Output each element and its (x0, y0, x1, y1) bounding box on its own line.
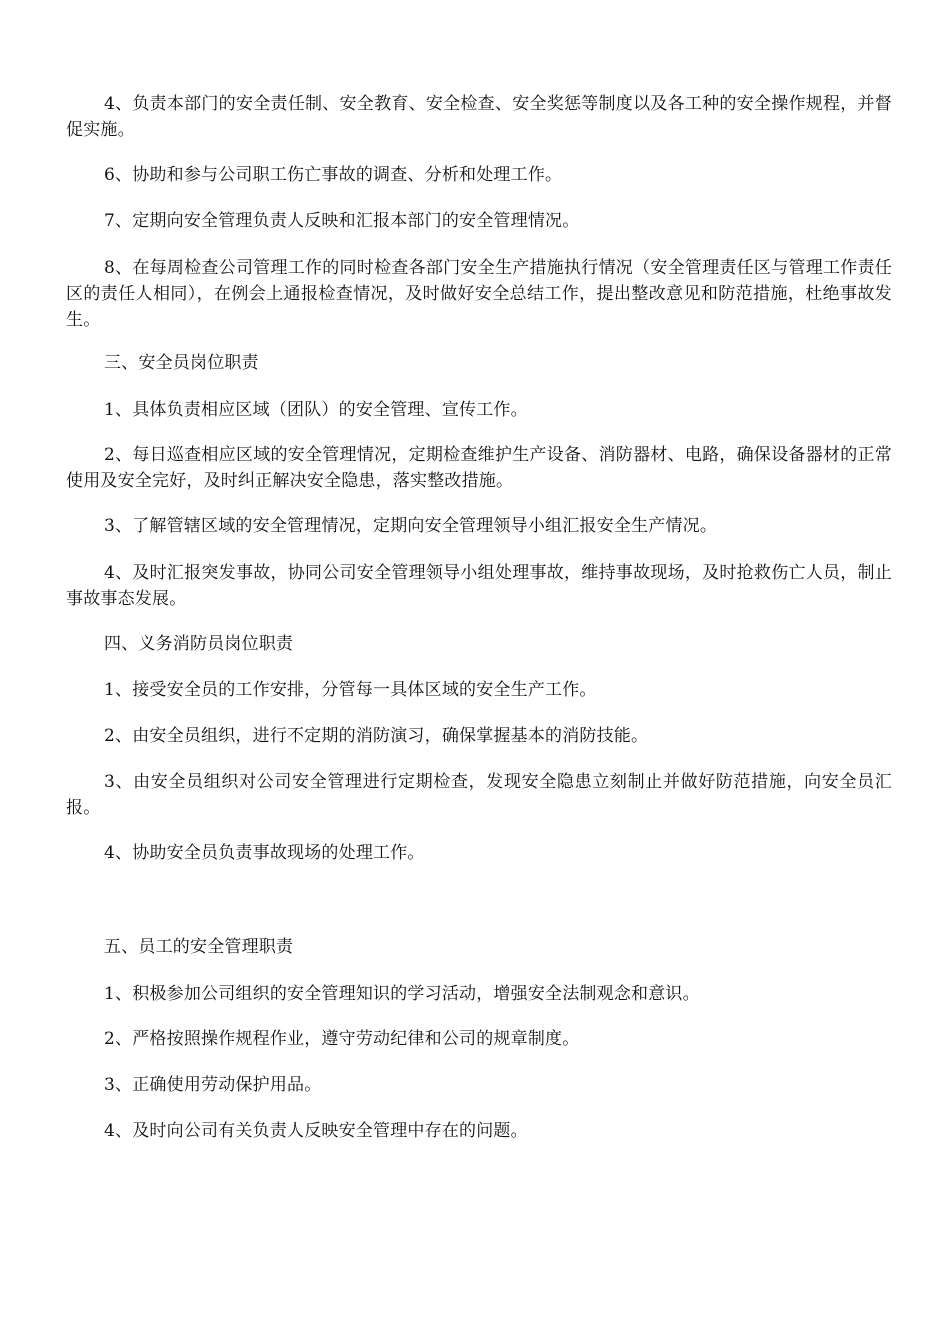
paragraph: 8、在每周检查公司管理工作的同时检查各部门安全生产措施执行情况（安全管理责任区与管理工作责任区的责任人相同），在例会上通报检查情况，及时做好安全总结工作，提出整改意见和防范措施，杜绝事故发生。 (66, 258, 892, 330)
paragraph: 4、及时向公司有关负责人反映安全管理中存在的问题。 (104, 1121, 528, 1141)
section-heading: 三、安全员岗位职责 (104, 353, 259, 373)
paragraph: 3、了解管辖区域的安全管理情况，定期向安全管理领导小组汇报安全生产情况。 (104, 516, 718, 536)
paragraph: 4、负责本部门的安全责任制、安全教育、安全检查、安全奖惩等制度以及各工种的安全操作规程，并督促实施。 (66, 94, 892, 140)
section-heading: 四、义务消防员岗位职责 (104, 634, 294, 654)
paragraph: 2、每日巡查相应区域的安全管理情况，定期检查维护生产设备、消防器材、电路，确保设备器材的正常使用及安全完好，及时纠正解决安全隐患，落实整改措施。 (66, 445, 892, 491)
section-heading: 五、员工的安全管理职责 (104, 937, 294, 957)
paragraph: 1、具体负责相应区域（团队）的安全管理、宣传工作。 (104, 400, 528, 420)
paragraph: 3、正确使用劳动保护用品。 (104, 1075, 322, 1095)
paragraph: 1、积极参加公司组织的安全管理知识的学习活动，增强安全法制观念和意识。 (104, 984, 700, 1004)
paragraph: 6、协助和参与公司职工伤亡事故的调查、分析和处理工作。 (104, 165, 563, 185)
paragraph: 7、定期向安全管理负责人反映和汇报本部门的安全管理情况。 (104, 211, 580, 231)
paragraph: 3、由安全员组织对公司安全管理进行定期检查，发现安全隐患立刻制止并做好防范措施，向安全员汇报。 (66, 772, 892, 818)
paragraph: 2、由安全员组织，进行不定期的消防演习，确保掌握基本的消防技能。 (104, 726, 649, 746)
paragraph: 4、协助安全员负责事故现场的处理工作。 (104, 843, 425, 863)
paragraph: 4、及时汇报突发事故，协同公司安全管理领导小组处理事故，维持事故现场，及时抢救伤亡人员，制止事故事态发展。 (66, 563, 892, 609)
paragraph: 2、严格按照操作规程作业，遵守劳动纪律和公司的规章制度。 (104, 1029, 580, 1049)
paragraph: 1、接受安全员的工作安排，分管每一具体区域的安全生产工作。 (104, 680, 597, 700)
